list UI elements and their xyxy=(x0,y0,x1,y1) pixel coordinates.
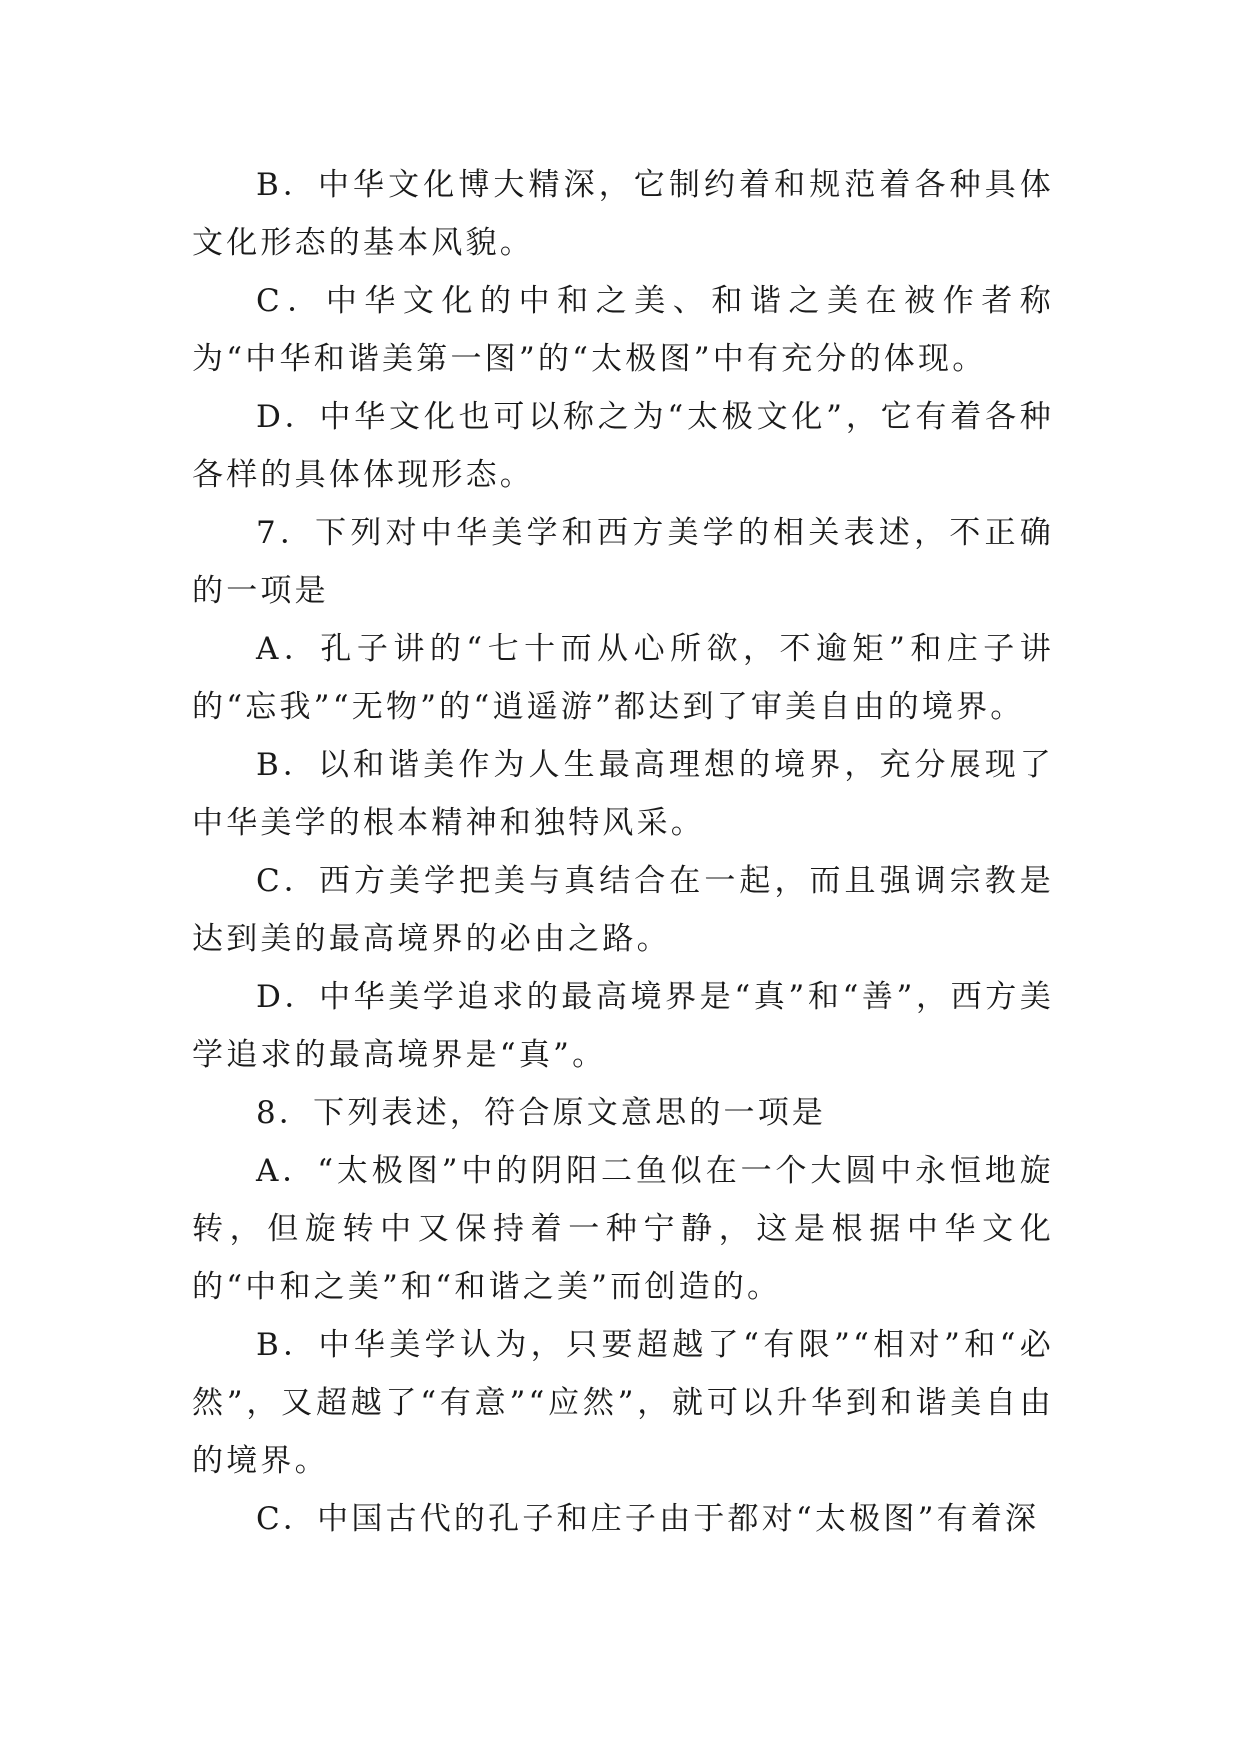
option-b-paragraph: B．中华文化博大精深，它制约着和规范着各种具体文化形态的基本风貌。 xyxy=(192,167,1054,261)
question-7-option-c: C．西方美学把美与真结合在一起，而且强调宗教是达到美的最高境界的必由之路。 xyxy=(192,863,1054,957)
question-8-option-b: B．中华美学认为，只要超越了“有限”“相对”和“必然”，又超越了“有意”“应然”，就可以升华到和谐美自由的境界。 xyxy=(192,1327,1054,1479)
option-c-paragraph: C．中华文化的中和之美、和谐之美在被作者称为“中华和谐美第一图”的“太极图”中有充分的体现。 xyxy=(192,283,1054,377)
question-7-option-a: A．孔子讲的“七十而从心所欲，不逾矩”和庄子讲的“忘我”“无物”的“逍遥游”都达到了审美自由的境界。 xyxy=(192,631,1054,725)
document-body xyxy=(192,156,1054,1548)
question-8-stem: 8．下列表述，符合原文意思的一项是 xyxy=(256,1095,827,1131)
question-7-option-b: B．以和谐美作为人生最高理想的境界，充分展现了中华美学的根本精神和独特风采。 xyxy=(192,747,1054,841)
question-7-option-d: D．中华美学追求的最高境界是“真”和“善”，西方美学追求的最高境界是“真”。 xyxy=(192,979,1054,1073)
question-8-option-a: A．“太极图”中的阴阳二鱼似在一个大圆中永恒地旋转，但旋转中又保持着一种宁静，这是根据中华文化的“中和之美”和“和谐之美”而创造的。 xyxy=(192,1153,1054,1305)
option-d-paragraph: D．中华文化也可以称之为“太极文化”，它有着各种各样的具体体现形态。 xyxy=(192,399,1054,493)
question-7-stem: 7．下列对中华美学和西方美学的相关表述，不正确的一项是 xyxy=(192,515,1054,609)
question-8-option-c: C．中国古代的孔子和庄子由于都对“太极图”有着深 xyxy=(256,1501,1040,1537)
